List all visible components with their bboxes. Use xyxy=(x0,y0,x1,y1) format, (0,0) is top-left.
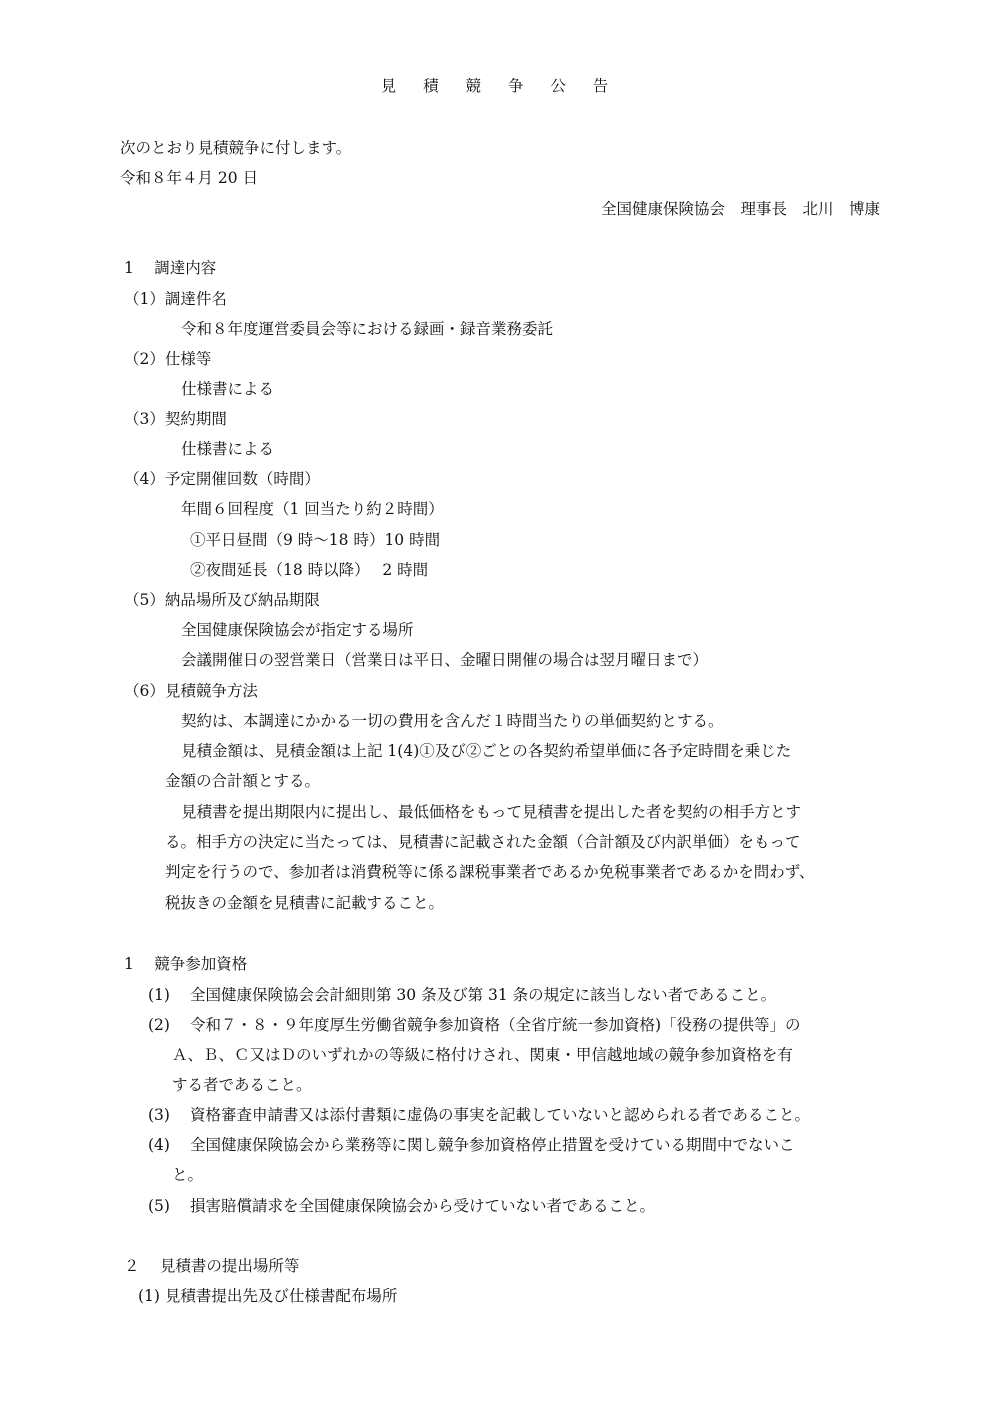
item-text: ②夜間延長（18 時以降） 2 時間 xyxy=(190,561,429,579)
item-text: 会議開催日の翌営業日（営業日は平日、金曜日開催の場合は翌月曜日まで） xyxy=(181,651,709,669)
item-text: 契約は、本調達にかかる一切の費用を含んだ１時間当たりの単価契約とする。 xyxy=(181,712,724,730)
item-text: 仕様書による xyxy=(181,440,275,458)
item-text: 全国健康保険協会が指定する場所 xyxy=(181,621,414,639)
list-text: 全国健康保険協会会計細則第 30 条及び第 31 条の規定に該当しない者であること。 xyxy=(190,986,777,1004)
item-text: ①平日昼間（9 時～18 時）10 時間 xyxy=(190,531,441,549)
item-label-submission-place: (1) 見積書提出先及び仕様書配布場所 xyxy=(138,1287,398,1305)
item-label-subject: （1）調達件名 xyxy=(124,290,227,308)
item-text: 仕様書による xyxy=(181,380,275,398)
list-text: 全国健康保険協会から業務等に関し競争参加資格停止措置を受けている期間中でないこ xyxy=(190,1136,795,1154)
list-text: する者であること。 xyxy=(172,1076,312,1094)
list-num: (1) xyxy=(148,986,170,1004)
issuer: 全国健康保険協会 理事長 北川 博康 xyxy=(600,200,880,218)
item-text: 税抜きの金額を見積書に記載すること。 xyxy=(165,894,445,912)
item-label-sessions: （4）予定開催回数（時間） xyxy=(124,470,320,488)
section-heading-qualification: 1 競争参加資格 xyxy=(124,955,248,973)
list-text: 資格審査申請書又は添付書類に虚偽の事実を記載していないと認められる者であること。 xyxy=(190,1106,811,1124)
item-text: 金額の合計額とする。 xyxy=(165,772,321,790)
item-label-method: （6）見積競争方法 xyxy=(124,682,258,700)
item-label-period: （3）契約期間 xyxy=(124,410,227,428)
list-num: (5) xyxy=(148,1197,170,1215)
item-text: 年間６回程度（1 回当たり約２時間） xyxy=(181,500,444,518)
item-text: る。相手方の決定に当たっては、見積書に記載された金額（合計額及び内訳単価）をもって xyxy=(165,833,801,851)
item-text: 見積書を提出期限内に提出し、最低価格をもって見積書を提出した者を契約の相手方とす xyxy=(181,803,802,821)
item-label-delivery: （5）納品場所及び納品期限 xyxy=(124,591,320,609)
list-num: (4) xyxy=(148,1136,170,1154)
list-num: (3) xyxy=(148,1106,170,1124)
list-text: 損害賠償請求を全国健康保険協会から受けていない者であること。 xyxy=(190,1197,656,1215)
notice-date: 令和８年４月 20 日 xyxy=(120,169,259,187)
item-text: 令和８年度運営委員会等における録画・録音業務委託 xyxy=(181,320,554,338)
list-text: と。 xyxy=(172,1166,204,1184)
section-heading-procurement: 1 調達内容 xyxy=(124,259,217,277)
item-label-spec: （2）仕様等 xyxy=(124,350,212,368)
list-text: 令和７・８・９年度厚生労働省競争参加資格（全省庁統一参加資格)「役務の提供等」の xyxy=(190,1016,801,1034)
section-heading-submission: ２ 見積書の提出場所等 xyxy=(124,1257,300,1275)
page-title: 見 積 競 争 公 告 xyxy=(380,77,620,95)
intro-line: 次のとおり見積競争に付します。 xyxy=(120,139,352,157)
list-text: Ａ、Ｂ、Ｃ又はＤのいずれかの等級に格付けされ、関東・甲信越地域の競争参加資格を有 xyxy=(172,1046,793,1064)
item-text: 判定を行うので、参加者は消費税等に係る課税事業者であるか免税事業者であるかを問わず、 xyxy=(165,863,815,881)
item-text: 見積金額は、見積金額は上記 1(4)①及び②ごとの各契約希望単価に各予定時間を乗じた xyxy=(181,742,792,760)
list-num: (2) xyxy=(148,1016,170,1034)
